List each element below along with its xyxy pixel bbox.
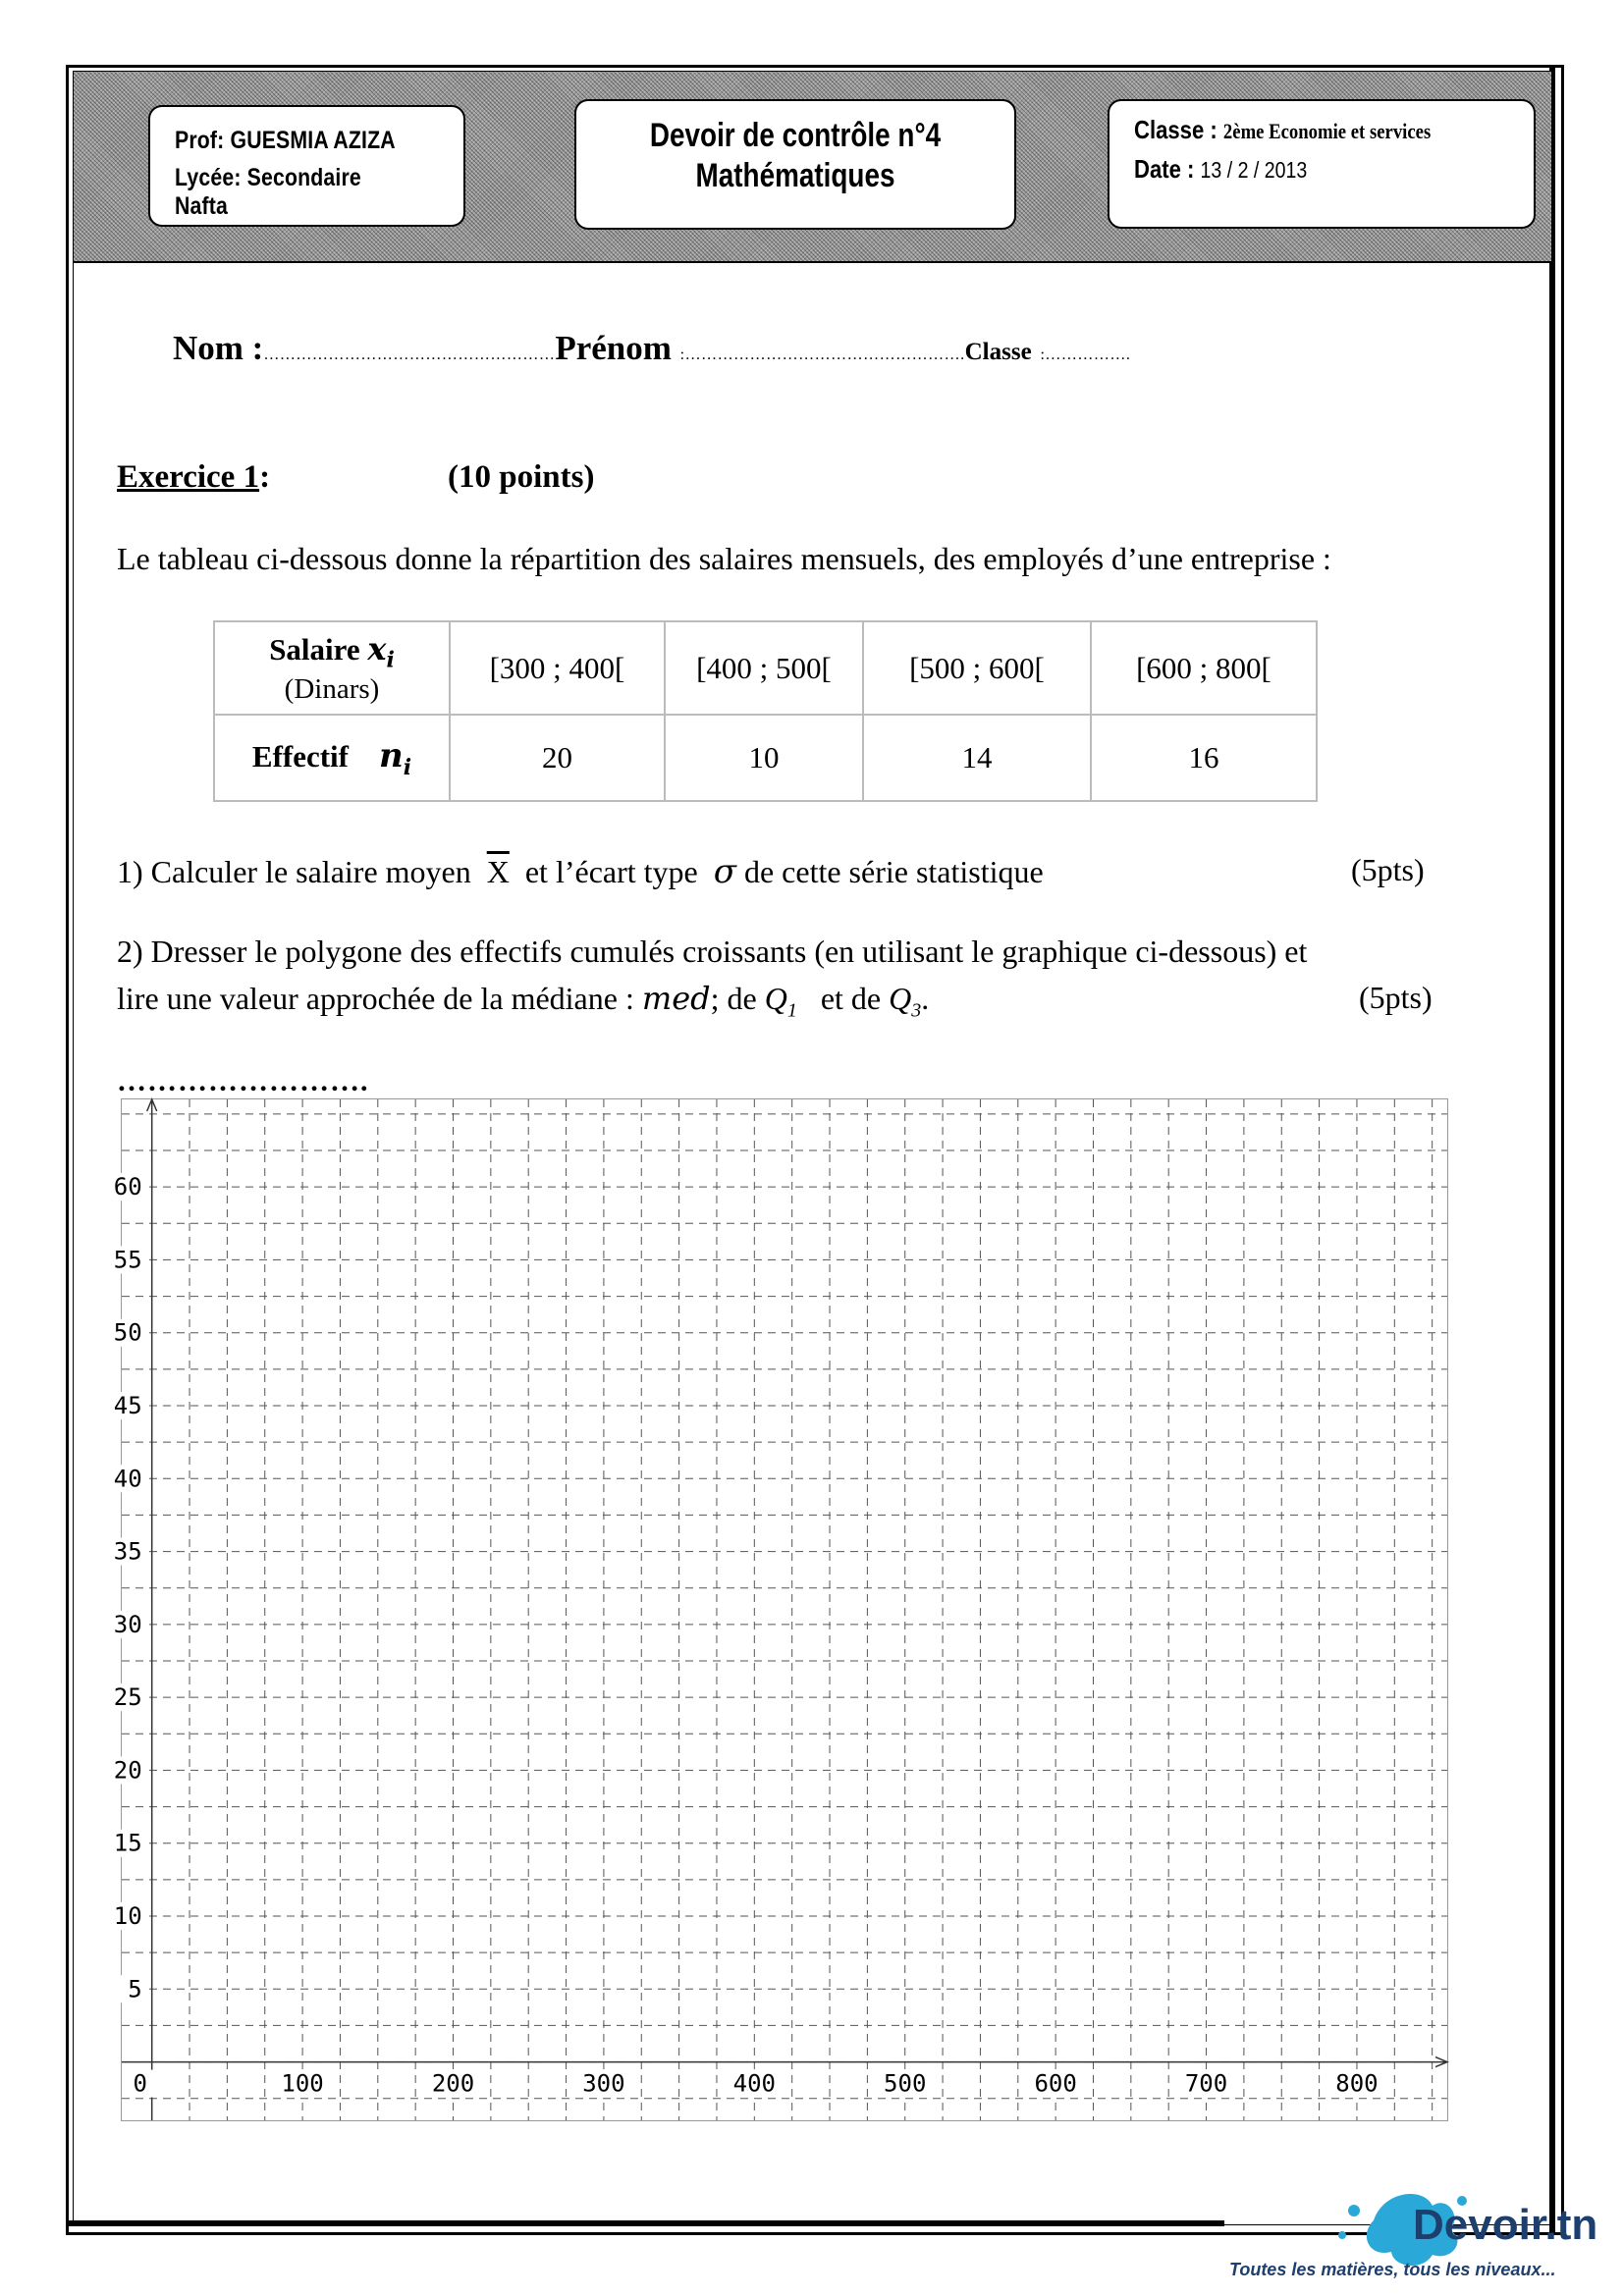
class-value: 2ème Economie et services: [1222, 119, 1432, 143]
table-cell: 16: [1091, 715, 1317, 801]
y-tick-label: 60: [113, 1173, 142, 1201]
y-tick-label: 40: [113, 1465, 142, 1493]
y-tick-label: 35: [113, 1537, 142, 1566]
graph-paper[interactable]: [113, 1098, 1448, 2121]
date-info: [1134, 154, 1307, 185]
salary-table: [213, 620, 1318, 802]
school-name: Lycée: Secondaire Nafta: [175, 164, 361, 220]
answer-dots[interactable]: …………………….: [117, 1065, 369, 1097]
y-tick-label: 5: [128, 1975, 142, 2003]
table-row: [214, 715, 1317, 801]
x-tick-label: 0: [133, 2069, 147, 2098]
subject-title: Mathématiques: [695, 157, 895, 194]
question-2-line-1: 2) Dresser le polygone des effectifs cumulés croissants (en utilisant le graphique ci-dessous) et: [117, 934, 1308, 969]
table-header-salaire: Salaire $x_i$ (Dinars): [214, 621, 450, 715]
logo-tagline: Toutes les matières, tous les niveaux...: [1229, 2260, 1556, 2279]
table-cell: 20: [450, 715, 665, 801]
class-box: [1108, 99, 1536, 229]
date-label: Date :: [1134, 154, 1195, 184]
x-tick-label: 600: [1034, 2069, 1077, 2098]
y-tick-label: 50: [113, 1318, 142, 1347]
question-1: 1) Calculer le salaire moyen $\overline{X}$ et l’écart type σ de cette série statistique: [117, 852, 1044, 891]
table-cell: [300 ; 400[: [450, 621, 665, 715]
exercise-intro: Le tableau ci-dessous donne la répartition des salaires mensuels, des employés d’une entreprise :: [117, 541, 1331, 576]
x-tick-label: 800: [1335, 2069, 1379, 2098]
x-tick-label: 200: [431, 2069, 475, 2098]
table-row: [214, 621, 1317, 715]
devoir-logo: [1221, 2181, 1614, 2289]
frame-shadow-right: [1549, 65, 1555, 2234]
sigma-symbol: σ: [713, 852, 736, 891]
y-tick-label: 30: [113, 1610, 142, 1638]
question-2-points: (5pts): [1359, 980, 1433, 1015]
nom-field[interactable]: ………………………………………………: [263, 347, 556, 363]
y-tick-label: 45: [113, 1392, 142, 1419]
nom-label: Nom :: [173, 329, 264, 367]
y-tick-label: 55: [113, 1246, 142, 1274]
y-tick-label: 15: [113, 1829, 142, 1857]
xbar-symbol: $\overline{X}$: [486, 854, 510, 889]
class-info: [1134, 115, 1431, 145]
exercise-points: (10 points): [448, 459, 595, 495]
x-tick-label: 400: [732, 2069, 776, 2098]
student-identity-line: [173, 329, 1130, 368]
table-cell: [600 ; 800[: [1091, 621, 1317, 715]
table-cell: 14: [863, 715, 1091, 801]
title-box: [574, 99, 1016, 230]
class-label: Classe :: [1134, 115, 1217, 144]
table-cell: [400 ; 500[: [665, 621, 863, 715]
y-tick-label: 10: [113, 1902, 142, 1930]
x-tick-label: 300: [582, 2069, 625, 2098]
prenom-label: Prénom: [555, 329, 672, 367]
x-tick-label: 500: [884, 2069, 927, 2098]
exercise-title: Exercice 1:: [117, 459, 271, 495]
classe-field[interactable]: :…………….: [1040, 347, 1131, 363]
y-tick-label: 20: [113, 1756, 142, 1785]
question-2-line-2: lire une valeur approchée de la médiane : med; de $Q_1$ et de $Q_3$.: [117, 980, 930, 1022]
grid-chart: [113, 1099, 1447, 2120]
teacher-name: Prof: GUESMIA AZIZA: [175, 127, 396, 154]
date-value: 13 / 2 / 2013: [1200, 157, 1308, 183]
logo-name: Devoir.tn: [1413, 2201, 1598, 2249]
table-cell: [500 ; 600[: [863, 621, 1091, 715]
classe-label: Classe: [964, 339, 1032, 365]
x-tick-label-bg: [123, 2070, 182, 2098]
x-tick-label: 700: [1184, 2069, 1228, 2098]
exam-title: Devoir de contrôle n°4: [649, 117, 942, 154]
x-tick-label: 100: [281, 2069, 324, 2098]
table-cell: 10: [665, 715, 863, 801]
teacher-box: [148, 105, 465, 227]
y-tick-label: 25: [113, 1683, 142, 1712]
frame-shadow-bottom: [66, 2220, 1224, 2226]
prenom-field[interactable]: :…………………………………………….: [679, 347, 965, 363]
question-1-points: (5pts): [1351, 852, 1425, 887]
table-header-effectif: Effectif $n_i$: [214, 715, 450, 801]
